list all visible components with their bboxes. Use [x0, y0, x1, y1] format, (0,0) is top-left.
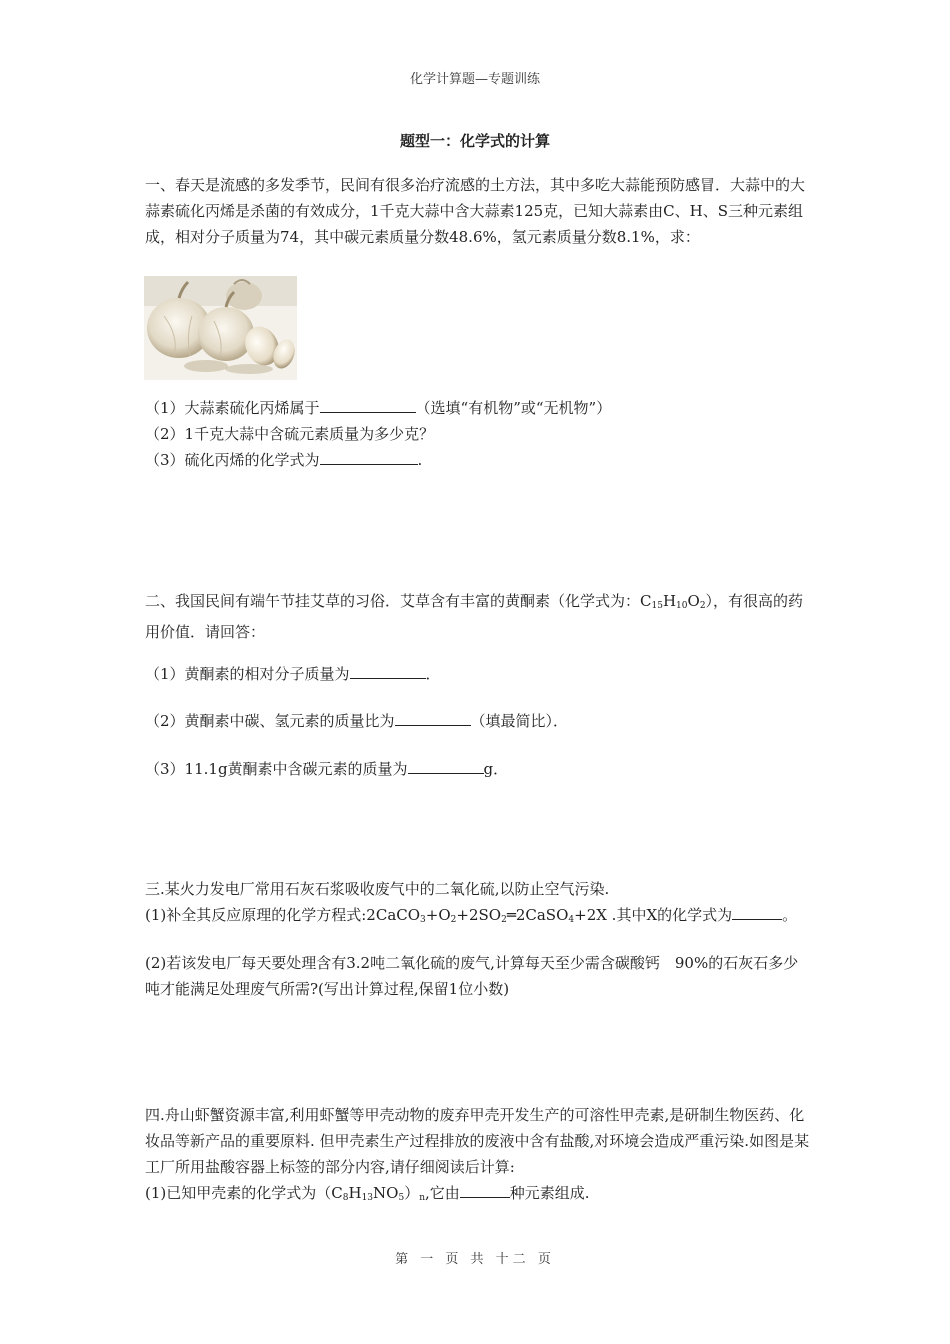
q2-part2: [145, 708, 810, 734]
q2-part2-end: （填最简比）．: [470, 712, 569, 730]
q2-stem-text: 二、我国民间有端午节挂艾草的习俗．艾草含有丰富的黄酮素（化学式为：: [145, 592, 641, 610]
q2-part2-text: （2）黄酮素中碳、氢元素的质量比为: [145, 712, 395, 730]
q1-part3-end: .: [417, 451, 423, 469]
q2-part1-blank: [350, 662, 426, 679]
q2-part3-text: （3）11.1g黄酮素中含碳元素的质量为: [145, 760, 408, 778]
q2-formula: $C_{15}H_{10}O_2$: [640, 592, 706, 611]
q3-part1-blank: [732, 903, 782, 920]
garlic-image: [144, 276, 297, 380]
q1-part1: [145, 395, 810, 421]
q2-part1-end: ．: [425, 665, 441, 683]
q1-part3-blank: [320, 448, 418, 465]
page-footer: 第 一 页 共 十二 页: [395, 1252, 555, 1267]
page-header: 化学计算题—专题训练: [409, 72, 540, 87]
section-title: 题型一：化学式的计算: [399, 132, 550, 150]
q1-part3-text: （3）硫化丙烯的化学式为: [145, 451, 320, 469]
q4-part1-blank: [460, 1181, 510, 1198]
q1-stem: 一、春天是流感的多发季节，民间有很多治疗流感的土方法，其中多吃大蒜能预防感冒．大蒜中的大蒜素硫化丙烯是杀菌的有效成分，1千克大蒜中含大蒜素125克，已知大蒜素由C、H、S三种元素组成，相对分子质量为74，其中碳元素质量分数48.6%，氢元素质量分数8.1%，求：: [145, 176, 806, 246]
q2-part1: [145, 661, 810, 687]
q1-part1-text: （1）大蒜素硫化丙烯属于: [145, 399, 320, 417]
q1-part1-hint: （选填“有机物”或“无机物”）: [415, 399, 612, 417]
q4-part1: (1)已知甲壳素的化学式为$(C_8H_{13}NO_5)_n$,它由 种元素组成.: [145, 1180, 810, 1211]
q2-stem: [145, 588, 810, 645]
q2-part1-text: （1）黄酮素的相对分子质量为: [145, 665, 350, 683]
q1-part3: [145, 447, 810, 473]
q2-part2-blank: [395, 709, 471, 726]
q4-stem: 四.舟山虾蟹资源丰富,利用虾蟹等甲壳动物的废弃甲壳开发生产的可溶性甲壳素,是研制生物医药、化妆品等新产品的重要原料. 但甲壳素生产过程排放的废液中含有盐酸,对环境会造成严重污染.如图是某工厂所用盐酸容器上标签的部分内容,请仔细阅读后计算:: [145, 1106, 810, 1176]
q2-part3-blank: [408, 757, 484, 774]
q3-stem: 三.某火力发电厂常用石灰石浆吸收废气中的二氧化硫,以防止空气污染.: [145, 880, 610, 898]
q2-part3: [145, 756, 810, 782]
q2-part3-end: g．: [483, 760, 509, 778]
q3-part1: (1)补全其反应原理的化学方程式$:2CaCO_3+O_2+2SO_2═2CaSO_4+2X$ .其中X的化学式为 。: [145, 902, 810, 933]
q3-part2: (2)若该发电厂每天要处理含有3.2吨二氧化硫的废气,计算每天至少需含碳酸钙 90%的石灰石多少吨才能满足处理废气所需?(写出计算过程,保留1位小数): [145, 954, 799, 998]
q1-part2: （2）1千克大蒜中含硫元素质量为多少克？: [145, 425, 435, 443]
q1-part1-blank: [320, 396, 416, 413]
q2-stem-end: ），有很高的药用价值．请回答：: [145, 592, 804, 641]
